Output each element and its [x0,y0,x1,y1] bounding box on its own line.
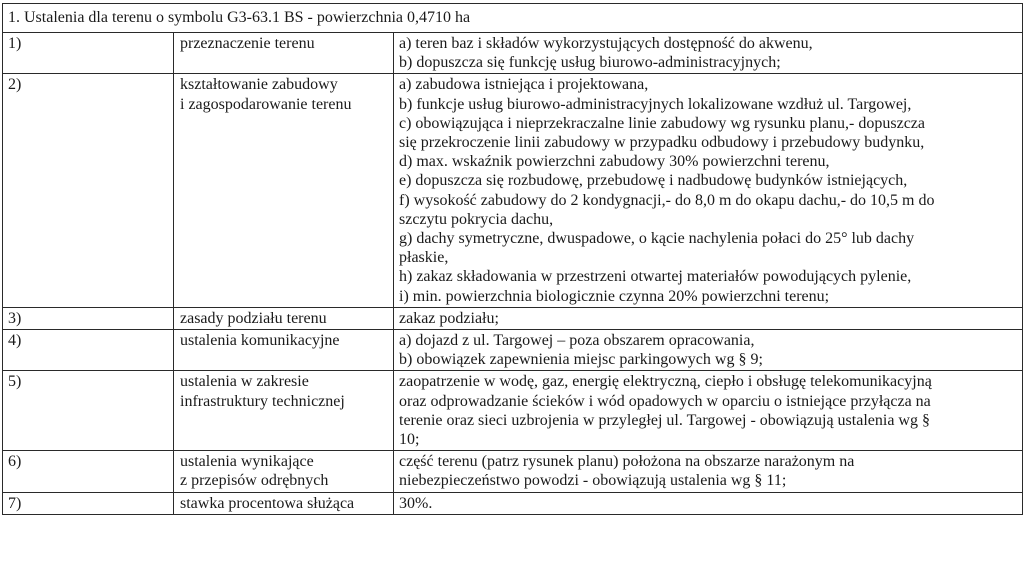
content-line: a) dojazd z ul. Targowej – poza obszarem opracowania, [399,332,755,350]
content-line: 30%. [399,494,433,512]
label-line: z przepisów odrębnych [180,472,329,490]
label-line: i zagospodarowanie terenu [180,95,352,113]
content-line: 10; [399,431,420,449]
row-content [394,307,1023,329]
content-line: część terenu (patrz rysunek planu) położona na obszarze narażonym na [399,453,855,471]
content-line: b) obowiązek zapewnienia miejsc parkingowych wg § 9; [399,351,763,369]
row-number: 5) [3,371,174,451]
table-row [3,371,1023,451]
label-line: ustalenia komunikacyjne [180,332,340,350]
table-row [3,492,1023,514]
row-label [174,33,394,74]
content-line: zaopatrzenie w wodę, gaz, energię elektryczną, ciepło i obsługę telekomunikacyjną [399,373,932,391]
row-content [394,33,1023,74]
label-line: ustalenia w zakresie [180,373,309,391]
content-line: g) dachy symetryczne, dwuspadowe, o kącie nachylenia połaci do 25° lub dachy [399,230,915,248]
label-line: stawka procentowa służąca [180,494,355,512]
row-number: 3) [3,307,174,329]
table-title: 1. Ustalenia dla terenu o symbolu G3-63.1 BS - powierzchnia 0,4710 ha [3,4,1023,33]
row-number: 6) [3,451,174,492]
table-row [3,307,1023,329]
row-label [174,74,394,307]
regulations-table [2,3,1023,515]
label-line: kształtowanie zabudowy [180,76,338,94]
label-line: przeznaczenie terenu [180,35,315,52]
content-line: d) max. wskaźnik powierzchni zabudowy 30% powierzchni terenu, [399,153,830,171]
row-label [174,330,394,371]
row-number: 4) [3,330,174,371]
table-row [3,451,1023,492]
content-line: c) obowiązująca i nieprzekraczalne linie zabudowy wg rysunku planu,- dopuszcza [399,114,925,132]
content-line: h) zakaz składowania w przestrzeni otwartej materiałów powodujących pylenie, [399,268,912,286]
row-label [174,492,394,514]
row-content [394,451,1023,492]
content-line: zakaz podziału; [399,309,499,327]
content-line: a) zabudowa istniejąca i projektowana, [399,76,649,94]
content-line: i) min. powierzchnia biologicznie czynna 20% powierzchni terenu; [399,287,830,305]
content-line: płaskie, [399,249,449,267]
row-number: 7) [3,492,174,514]
row-content [394,492,1023,514]
content-line: niebezpieczeństwo powodzi - obowiązują ustalenia wg § 11; [399,472,787,490]
row-content [394,330,1023,371]
row-label [174,307,394,329]
content-line: b) funkcje usług biurowo-administracyjnych lokalizowane wzdłuż ul. Targowej, [399,95,912,113]
content-line: oraz odprowadzanie ścieków i wód opadowych w oparciu o istniejące przyłącza na [399,392,931,410]
content-line: się przekroczenie linii zabudowy w przypadku odbudowy i przebudowy budynku, [399,134,925,152]
content-line: terenie oraz sieci uzbrojenia w przyległej ul. Targowej - obowiązują ustalenia wg § [399,411,930,429]
content-line: szczytu pokrycia dachu, [399,210,554,228]
row-content [394,74,1023,307]
row-number: 1) [3,33,174,74]
row-content [394,371,1023,451]
label-line: ustalenia wynikające [180,453,314,471]
content-line: f) wysokość zabudowy do 2 kondygnacji,- do 8,0 m do okapu dachu,- do 10,5 m do [399,191,935,209]
table-row [3,33,1023,74]
label-line: zasady podziału terenu [180,309,327,327]
label-line: infrastruktury technicznej [180,392,345,410]
table-row [3,330,1023,371]
row-label [174,451,394,492]
table-row [3,74,1023,307]
row-label [174,371,394,451]
content-line: a) teren baz i składów wykorzystujących dostępność do akwenu, [399,35,813,52]
content-line: e) dopuszcza się rozbudowę, przebudowę i nadbudowę budynków istniejących, [399,172,908,190]
content-line: b) dopuszcza się funkcję usług biurowo-administracyjnych; [399,54,781,72]
row-number: 2) [3,74,174,307]
table-header-row [3,4,1023,33]
